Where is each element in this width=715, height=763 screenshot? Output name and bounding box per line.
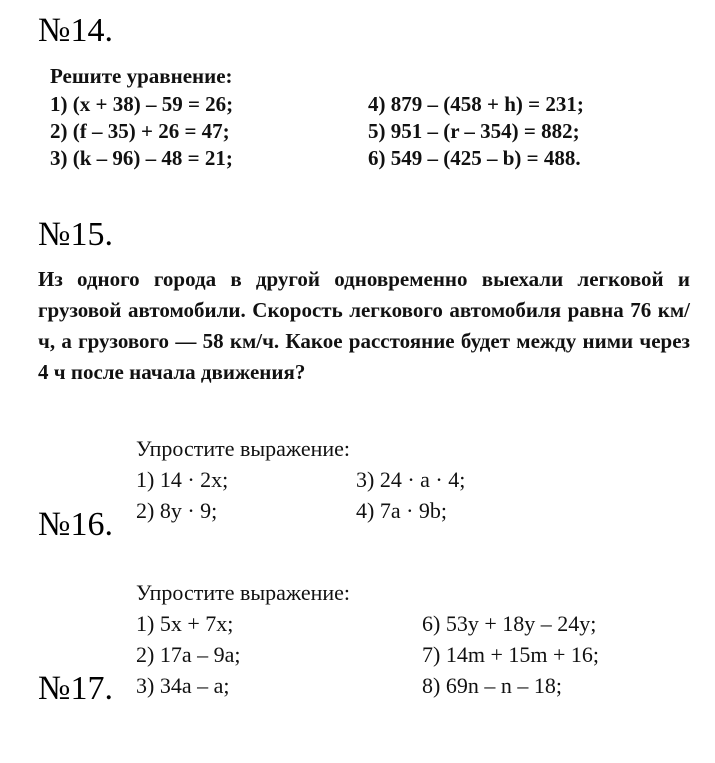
expression-8: 8) 69n – n – 18; [422,673,562,698]
task-14-number: №14. [38,12,113,49]
task-16-heading: Упростите выражение: [136,436,351,461]
task-15-text: Из одного города в другой одновременно выехали легковой и грузовой автомобили. Скорость легкового автомобиля равна 76 км/ч, а грузового — 58 км/ч. Какое расстояние будет между ними через 4 ч после начала движения? [38,267,690,384]
task-17-expressions [136,608,696,701]
task-17-block [136,580,696,701]
task-16-block [136,436,656,526]
equation-3: 3) (k – 96) – 48 = 21; [50,146,233,170]
expression-4: 4) 7a · 9b; [356,498,448,523]
task-15-number: №15. [38,216,113,253]
task-16-expressions [136,464,656,526]
equation-2: 2) (f – 35) + 26 = 47; [50,119,230,143]
task-17-number: №17. [38,670,113,707]
task-17-heading: Упростите выражение: [136,580,351,605]
equation-5: 5) 951 – (r – 354) = 882; [368,119,580,143]
equation-4: 4) 879 – (458 + h) = 231; [368,92,584,116]
task-14-heading: Решите уравнение: [50,64,233,88]
expression-2: 2) 8y · 9; [136,498,218,523]
expression-1: 1) 14 · 2x; [136,467,229,492]
task-14-equations [50,91,690,172]
expression-2: 2) 17a – 9a; [136,642,241,667]
task-14-block [50,64,690,172]
expression-6: 6) 53y + 18y – 24y; [422,611,597,636]
expression-3: 3) 24 · a · 4; [356,467,466,492]
expression-1: 1) 5x + 7x; [136,611,234,636]
task-16-number: №16. [38,506,113,543]
expression-3: 3) 34a – a; [136,673,230,698]
equation-6: 6) 549 – (425 – b) = 488. [368,146,581,170]
equation-1: 1) (x + 38) – 59 = 26; [50,92,234,116]
expression-7: 7) 14m + 15m + 16; [422,642,599,667]
